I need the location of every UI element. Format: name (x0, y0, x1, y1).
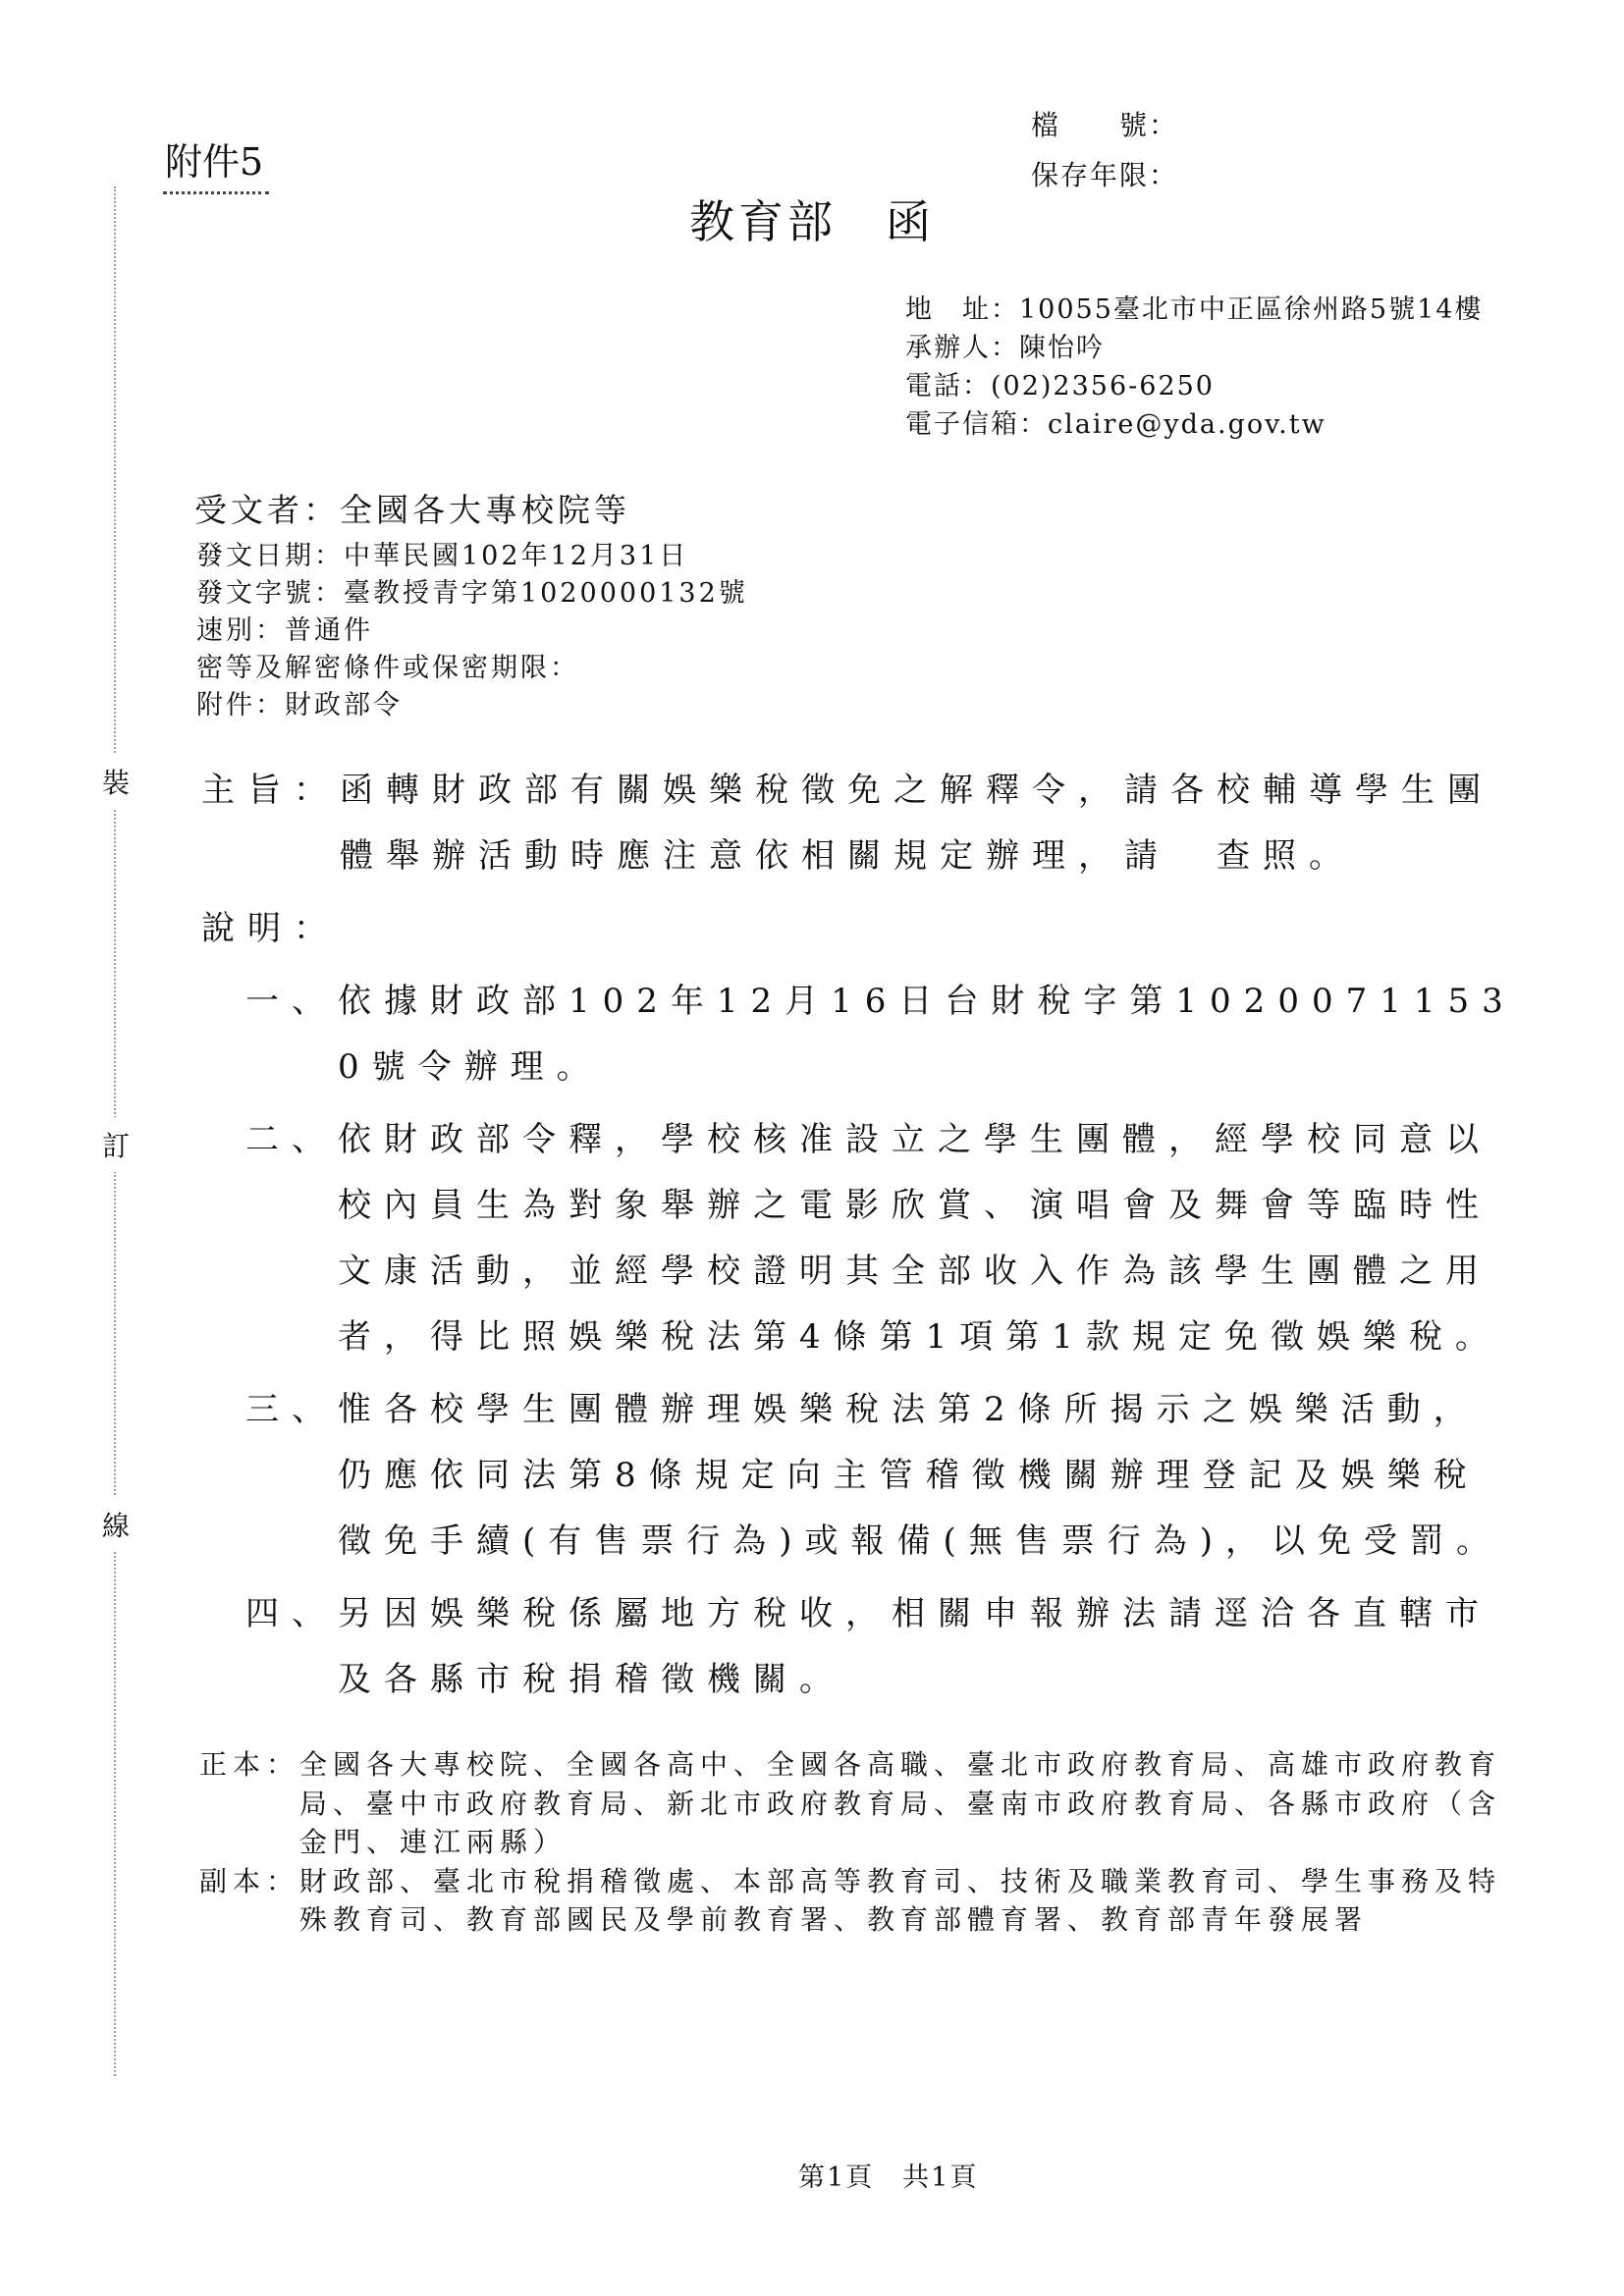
copies-block (199, 1745, 1510, 1940)
speed-class-line: 速別：普通件 (196, 615, 373, 646)
subject-text: 函轉財政部有關娛樂稅徵免之解釋令，請各校輔導學生團體舉辦活動時應注意依相關規定辦理，請 查照。 (340, 771, 1493, 876)
binding-mark-xian: 線 (98, 1497, 134, 1552)
explanation-item-4 (245, 1581, 1522, 1713)
binding-mark-zhuang: 裝 (98, 754, 134, 809)
subject-label: 主旨： (201, 771, 340, 810)
explanation-item-3 (245, 1377, 1522, 1575)
original-recipients-text: 全國各大專校院、全國各高中、全國各高職、臺北市政府教育局、高雄市政府教育局、臺中市政府教育局、新北市政府教育局、臺南市政府教育局、各縣市政府（含金門、連江兩縣） (299, 1748, 1502, 1858)
item-2-number: 二、 (245, 1120, 338, 1159)
binding-dotted-line (101, 187, 130, 2076)
item-1-text: 依據財政部102年12月16日台財稅字第10200711530號令辦理。 (338, 982, 1516, 1087)
item-3-text: 惟各校學生團體辦理娛樂稅法第2條所揭示之娛樂活動，仍應依同法第8條規定向主管稽徵機關辦理登記及娛樂稅徵免手續(有售票行為)或報備(無售票行為)，以免受罰。 (338, 1390, 1503, 1561)
attachment-label: 附件5 (163, 132, 269, 194)
issue-number-line: 發文字號：臺教授青字第1020000132號 (196, 578, 748, 609)
sender-contact-person: 承辦人：陳怡吟 (905, 333, 1105, 363)
explanation-item-1 (245, 969, 1522, 1100)
document-meta-block (196, 538, 748, 724)
recipient-label: 受文者： (194, 491, 340, 529)
letter-body (201, 758, 1522, 1720)
attachment-line: 附件：財政部令 (196, 690, 403, 721)
recipient-value: 全國各大專校院等 (340, 491, 630, 529)
sender-email: 電子信箱：claire@yda.gov.tw (905, 409, 1326, 440)
original-recipients-label: 正本： (199, 1748, 300, 1781)
explanation-label: 說明： (201, 909, 340, 948)
cc-recipients-paragraph (199, 1862, 1510, 1940)
item-1-number: 一、 (245, 982, 338, 1021)
item-3-number: 三、 (245, 1390, 338, 1429)
sender-phone: 電話：(02)2356-6250 (905, 371, 1215, 401)
page-footer: 第1頁 共1頁 (798, 2163, 979, 2193)
sender-address: 地 址：10055臺北市中正區徐州路5號14樓 (905, 294, 1484, 325)
cc-recipients-label: 副本： (199, 1864, 300, 1897)
item-4-text: 另因娛樂稅係屬地方稅收，相關申報辦法請逕洽各直轄市及各縣市稅捐稽徵機關。 (338, 1594, 1491, 1699)
recipient-line (194, 485, 630, 531)
retention-period-label: 保存年限： (1031, 159, 1179, 191)
original-recipients-paragraph (199, 1745, 1510, 1862)
document-title: 教育部 函 (689, 195, 935, 248)
subject-paragraph (201, 758, 1522, 889)
explanation-item-2 (245, 1107, 1522, 1370)
security-class-line: 密等及解密條件或保密期限： (196, 653, 579, 683)
file-number-label: 檔 號： (1031, 109, 1179, 141)
binding-mark-ding: 訂 (98, 1117, 134, 1172)
sender-info-block (905, 291, 1483, 444)
cc-recipients-text: 財政部、臺北市稅捐稽徵處、本部高等教育司、技術及職業教育司、學生事務及特殊教育司、教育部國民及學前教育署、教育部體育署、教育部青年發展署 (299, 1864, 1502, 1936)
issue-date-line: 發文日期：中華民國102年12月31日 (196, 541, 689, 571)
item-4-number: 四、 (245, 1594, 338, 1633)
item-2-text: 依財政部令釋，學校核准設立之學生團體，經學校同意以校內員生為對象舉辦之電影欣賞、演唱會及舞會等臨時性文康活動，並經學校證明其全部收入作為該學生團體之用者，得比照娛樂稅法第4條第1項第1款規定免徵娛樂稅。 (338, 1120, 1501, 1357)
